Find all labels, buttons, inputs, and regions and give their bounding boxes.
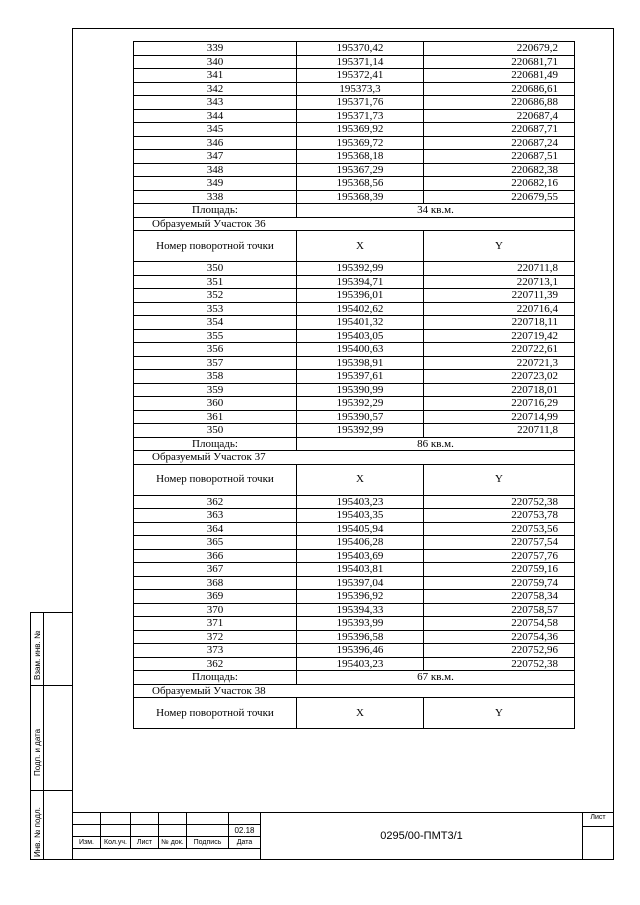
y-value: 220758,34 xyxy=(424,590,575,604)
point-number: 347 xyxy=(134,150,297,164)
stamp-column-label: Изм. xyxy=(73,837,101,849)
y-value: 220752,38 xyxy=(424,657,575,671)
y-value: 220723,02 xyxy=(424,370,575,384)
column-header: Номер поворотной точки xyxy=(134,698,297,729)
point-number: 350 xyxy=(134,262,297,276)
y-value: 220679,55 xyxy=(424,190,575,204)
x-value: 195368,56 xyxy=(297,177,424,191)
point-number: 362 xyxy=(134,495,297,509)
y-value: 220711,8 xyxy=(424,262,575,276)
table-row xyxy=(134,42,575,56)
table-row xyxy=(134,82,575,96)
x-value: 195397,61 xyxy=(297,370,424,384)
point-number: 341 xyxy=(134,69,297,83)
table-row xyxy=(134,657,575,671)
x-value: 195396,58 xyxy=(297,630,424,644)
table-row xyxy=(134,549,575,563)
coordinates-table xyxy=(133,41,575,729)
column-header: Номер поворотной точки xyxy=(134,464,297,495)
table-row xyxy=(134,190,575,204)
x-value: 195390,99 xyxy=(297,383,424,397)
column-header: X xyxy=(297,231,424,262)
point-number: 360 xyxy=(134,397,297,411)
x-value: 195403,35 xyxy=(297,509,424,523)
y-value: 220682,16 xyxy=(424,177,575,191)
header-row xyxy=(134,231,575,262)
y-value: 220686,88 xyxy=(424,96,575,110)
sheet-box xyxy=(582,812,614,860)
y-value: 220682,38 xyxy=(424,163,575,177)
column-header: Y xyxy=(424,464,575,495)
area-row xyxy=(134,204,575,218)
y-value: 220753,56 xyxy=(424,522,575,536)
point-number: 349 xyxy=(134,177,297,191)
x-value: 195368,39 xyxy=(297,190,424,204)
table-row xyxy=(134,302,575,316)
table-row xyxy=(134,275,575,289)
area-row xyxy=(134,437,575,451)
y-value: 220687,71 xyxy=(424,123,575,137)
y-value: 220718,01 xyxy=(424,383,575,397)
area-label: Площадь: xyxy=(134,204,297,218)
table-row xyxy=(134,109,575,123)
point-number: 370 xyxy=(134,603,297,617)
x-value: 195396,46 xyxy=(297,644,424,658)
section-title: Образуемый Участок 37 xyxy=(134,451,575,465)
point-number: 353 xyxy=(134,302,297,316)
point-number: 345 xyxy=(134,123,297,137)
y-value: 220752,96 xyxy=(424,644,575,658)
column-header: Номер поворотной точки xyxy=(134,231,297,262)
header-row xyxy=(134,464,575,495)
date-value: 02.18 xyxy=(229,825,261,837)
x-value: 195367,29 xyxy=(297,163,424,177)
point-number: 351 xyxy=(134,275,297,289)
y-value: 220752,38 xyxy=(424,495,575,509)
table-row xyxy=(134,397,575,411)
y-value: 220722,61 xyxy=(424,343,575,357)
y-value: 220754,36 xyxy=(424,630,575,644)
table-row xyxy=(134,55,575,69)
point-number: 373 xyxy=(134,644,297,658)
point-number: 348 xyxy=(134,163,297,177)
point-number: 369 xyxy=(134,590,297,604)
point-number: 354 xyxy=(134,316,297,330)
x-value: 195369,92 xyxy=(297,123,424,137)
area-row xyxy=(134,671,575,685)
y-value: 220758,57 xyxy=(424,603,575,617)
y-value: 220719,42 xyxy=(424,329,575,343)
point-number: 367 xyxy=(134,563,297,577)
x-value: 195398,91 xyxy=(297,356,424,370)
table-row xyxy=(134,262,575,276)
y-value: 220753,78 xyxy=(424,509,575,523)
point-number: 340 xyxy=(134,55,297,69)
section-title-row xyxy=(134,684,575,698)
y-value: 220711,8 xyxy=(424,424,575,438)
table-row xyxy=(134,123,575,137)
stamp-column-label: Кол.уч. xyxy=(101,837,131,849)
table-row xyxy=(134,509,575,523)
table-row xyxy=(134,495,575,509)
x-value: 195372,41 xyxy=(297,69,424,83)
sheet-label: Лист xyxy=(590,814,606,821)
y-value: 220759,16 xyxy=(424,563,575,577)
table-row xyxy=(134,370,575,384)
point-number: 342 xyxy=(134,82,297,96)
y-value: 220716,29 xyxy=(424,397,575,411)
x-value: 195369,72 xyxy=(297,136,424,150)
x-value: 195403,05 xyxy=(297,329,424,343)
y-value: 220757,76 xyxy=(424,549,575,563)
point-number: 359 xyxy=(134,383,297,397)
column-header: X xyxy=(297,698,424,729)
table-row xyxy=(134,617,575,631)
stamp-column-label: Подпись xyxy=(187,837,229,849)
table-row xyxy=(134,329,575,343)
header-row xyxy=(134,698,575,729)
section-title: Образуемый Участок 38 xyxy=(134,684,575,698)
x-value: 195396,92 xyxy=(297,590,424,604)
table-row xyxy=(134,356,575,370)
x-value: 195392,99 xyxy=(297,424,424,438)
podp-data-label: Подп. и дата xyxy=(33,728,42,776)
stamp-column-label: Лист xyxy=(131,837,159,849)
x-value: 195394,33 xyxy=(297,603,424,617)
section-title-row xyxy=(134,217,575,231)
y-value: 220686,61 xyxy=(424,82,575,96)
y-value: 220716,4 xyxy=(424,302,575,316)
x-value: 195406,28 xyxy=(297,536,424,550)
y-value: 220687,4 xyxy=(424,109,575,123)
x-value: 195403,69 xyxy=(297,549,424,563)
table-row xyxy=(134,150,575,164)
point-number: 350 xyxy=(134,424,297,438)
point-number: 343 xyxy=(134,96,297,110)
point-number: 366 xyxy=(134,549,297,563)
x-value: 195400,63 xyxy=(297,343,424,357)
area-value: 86 кв.м. xyxy=(297,437,575,451)
x-value: 195368,18 xyxy=(297,150,424,164)
column-header: Y xyxy=(424,231,575,262)
x-value: 195371,76 xyxy=(297,96,424,110)
y-value: 220754,58 xyxy=(424,617,575,631)
x-value: 195405,94 xyxy=(297,522,424,536)
area-label: Площадь: xyxy=(134,671,297,685)
column-header: Y xyxy=(424,698,575,729)
table-row xyxy=(134,383,575,397)
x-value: 195402,62 xyxy=(297,302,424,316)
table-row xyxy=(134,563,575,577)
x-value: 195403,81 xyxy=(297,563,424,577)
table-row xyxy=(134,410,575,424)
table-row xyxy=(134,603,575,617)
area-value: 34 кв.м. xyxy=(297,204,575,218)
x-value: 195392,29 xyxy=(297,397,424,411)
table-row xyxy=(134,136,575,150)
y-value: 220721,3 xyxy=(424,356,575,370)
point-number: 355 xyxy=(134,329,297,343)
point-number: 346 xyxy=(134,136,297,150)
x-value: 195371,14 xyxy=(297,55,424,69)
table-row xyxy=(134,424,575,438)
point-number: 362 xyxy=(134,657,297,671)
point-number: 363 xyxy=(134,509,297,523)
area-value: 67 кв.м. xyxy=(297,671,575,685)
table-row xyxy=(134,630,575,644)
point-number: 356 xyxy=(134,343,297,357)
inv-podl-label: Инв. № подл. xyxy=(33,807,42,857)
x-value: 195390,57 xyxy=(297,410,424,424)
x-value: 195371,73 xyxy=(297,109,424,123)
y-value: 220718,11 xyxy=(424,316,575,330)
table-row xyxy=(134,644,575,658)
point-number: 352 xyxy=(134,289,297,303)
x-value: 195403,23 xyxy=(297,657,424,671)
x-value: 195396,01 xyxy=(297,289,424,303)
y-value: 220687,51 xyxy=(424,150,575,164)
point-number: 364 xyxy=(134,522,297,536)
y-value: 220711,39 xyxy=(424,289,575,303)
point-number: 368 xyxy=(134,576,297,590)
point-number: 344 xyxy=(134,109,297,123)
x-value: 195394,71 xyxy=(297,275,424,289)
point-number: 371 xyxy=(134,617,297,631)
point-number: 358 xyxy=(134,370,297,384)
x-value: 195373,3 xyxy=(297,82,424,96)
table-row xyxy=(134,163,575,177)
point-number: 365 xyxy=(134,536,297,550)
x-value: 195401,32 xyxy=(297,316,424,330)
revision-grid xyxy=(72,812,261,849)
x-value: 195392,99 xyxy=(297,262,424,276)
area-label: Площадь: xyxy=(134,437,297,451)
x-value: 195393,99 xyxy=(297,617,424,631)
y-value: 220713,1 xyxy=(424,275,575,289)
section-title: Образуемый Участок 36 xyxy=(134,217,575,231)
point-number: 357 xyxy=(134,356,297,370)
point-number: 372 xyxy=(134,630,297,644)
y-value: 220757,54 xyxy=(424,536,575,550)
x-value: 195370,42 xyxy=(297,42,424,56)
y-value: 220714,99 xyxy=(424,410,575,424)
table-row xyxy=(134,343,575,357)
table-row xyxy=(134,536,575,550)
table-row xyxy=(134,590,575,604)
column-header: X xyxy=(297,464,424,495)
table-row xyxy=(134,316,575,330)
y-value: 220759,74 xyxy=(424,576,575,590)
document-code: 0295/00-ПМТ3/1 xyxy=(260,812,582,860)
table-row xyxy=(134,522,575,536)
vzam-inv-label: Взам. инв. № xyxy=(33,630,42,680)
stamp-column-label: Дата xyxy=(229,837,261,849)
table-row xyxy=(134,177,575,191)
y-value: 220681,49 xyxy=(424,69,575,83)
table-row xyxy=(134,576,575,590)
y-value: 220687,24 xyxy=(424,136,575,150)
x-value: 195397,04 xyxy=(297,576,424,590)
point-number: 361 xyxy=(134,410,297,424)
stamp-column-label: № док. xyxy=(159,837,187,849)
table-row xyxy=(134,289,575,303)
point-number: 339 xyxy=(134,42,297,56)
y-value: 220679,2 xyxy=(424,42,575,56)
point-number: 338 xyxy=(134,190,297,204)
y-value: 220681,71 xyxy=(424,55,575,69)
table-row xyxy=(134,69,575,83)
x-value: 195403,23 xyxy=(297,495,424,509)
section-title-row xyxy=(134,451,575,465)
table-row xyxy=(134,96,575,110)
